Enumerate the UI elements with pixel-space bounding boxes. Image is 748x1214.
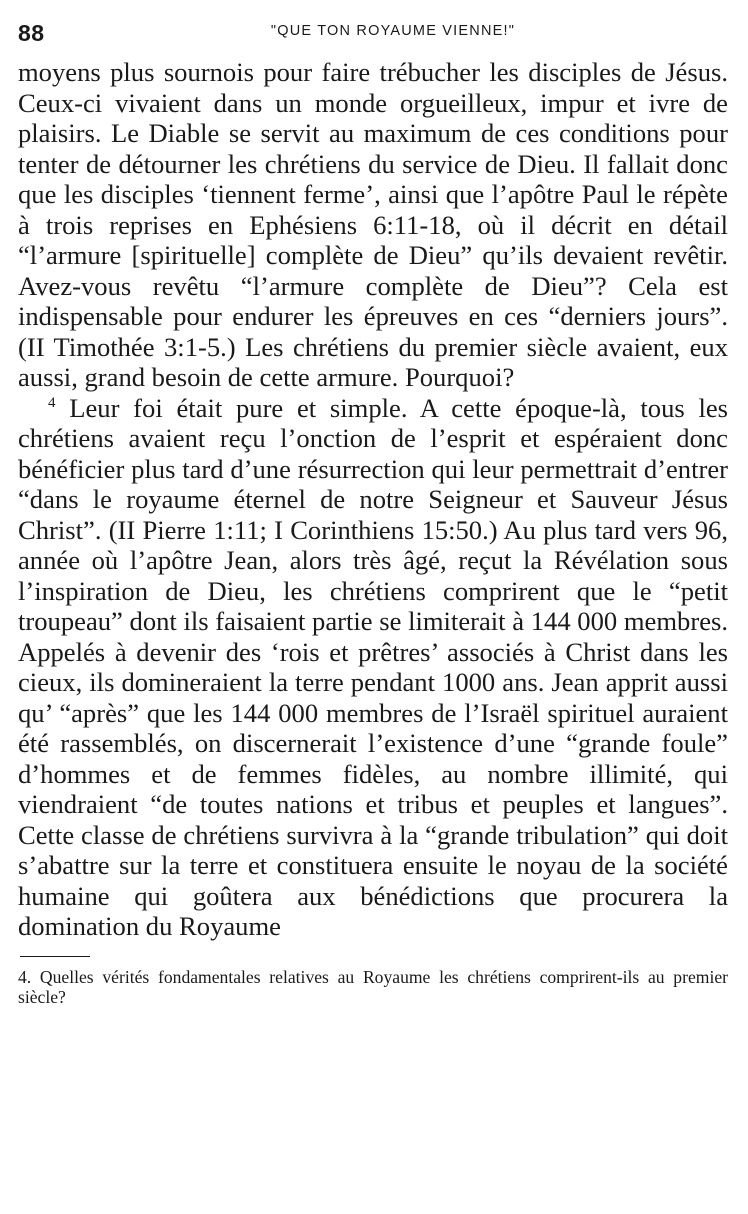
footnote-rule xyxy=(20,956,90,957)
paragraph-text: Leur foi était pure et simple. A cette époque-là, tous les chrétiens avaient reçu l’onction de l’esprit et espéraient donc bénéficier plus tard d’une résurrection qui leur permettrait d’entrer “dans le royaume éternel de notre Seigneur et Sauveur Jésus Christ”. (II Pierre 1:11; I Corinthiens 15:50.) Au plus tard vers 96, année où l’apôtre Jean, alors très âgé, reçut la Révélation sous l’inspiration de Dieu, les chrétiens comprirent que le “petit troupeau” dont ils faisaient partie se limiterait à 144 000 membres. Appelés à devenir des ‘rois et prêtres’ associés à Christ dans les cieux, ils domineraient la terre pendant 1000 ans. Jean apprit aussi qu’ “après” que les 144 000 membres de l’Israël spirituel auraient été rassemblés, on discernerait l’existence d’une “grande foule” d’hommes et de femmes fidèles, au nombre illimité, qui viendraient “de toutes nations et tribus et peuples et langues”. Cette classe de chrétiens survivra à la “grande tribulation” qui doit s’abattre sur la terre et constituera ensuite le noyau de la société humaine qui goûtera aux bénédictions que procurera la domination du Royaume xyxy=(18,392,728,941)
paragraph-continued xyxy=(18,57,728,393)
book-page xyxy=(18,14,728,1007)
running-title: "QUE TON ROYAUME VIENNE!" xyxy=(270,23,516,39)
paragraph-number: 4 xyxy=(48,394,56,411)
paragraph-text: moyens plus sournois pour faire trébucher les disciples de Jésus. Ceux-ci vivaient dans un monde orgueilleux, impur et ivre de plaisirs. Le Diable se servit au maximum de ces conditions pour tenter de détourner les chrétiens du service de Dieu. Il fallait donc que les disciples ‘tiennent ferme’, ainsi que l’apôtre Paul le répète à trois reprises en Ephésiens 6:11-18, où il décrit en détail “l’armure [spirituelle] complète de Dieu” qu’ils devaient revêtir. Avez-vous revêtu “l’armure complète de Dieu”? Cela est indispensable pour endurer les épreuves en ces “derniers jours”. (II Timothée 3:1-5.) Les chrétiens du premier siècle avaient, eux aussi, grand besoin de cette armure. Pourquoi? xyxy=(18,57,728,392)
body-text xyxy=(18,57,728,942)
paragraph-4 xyxy=(18,393,728,942)
study-question: 4. Quelles vérités fondamentales relatives au Royaume les chrétiens comprirent-ils au premier siècle? xyxy=(18,966,728,1007)
page-number: 88 xyxy=(18,20,45,46)
running-head xyxy=(18,14,728,48)
